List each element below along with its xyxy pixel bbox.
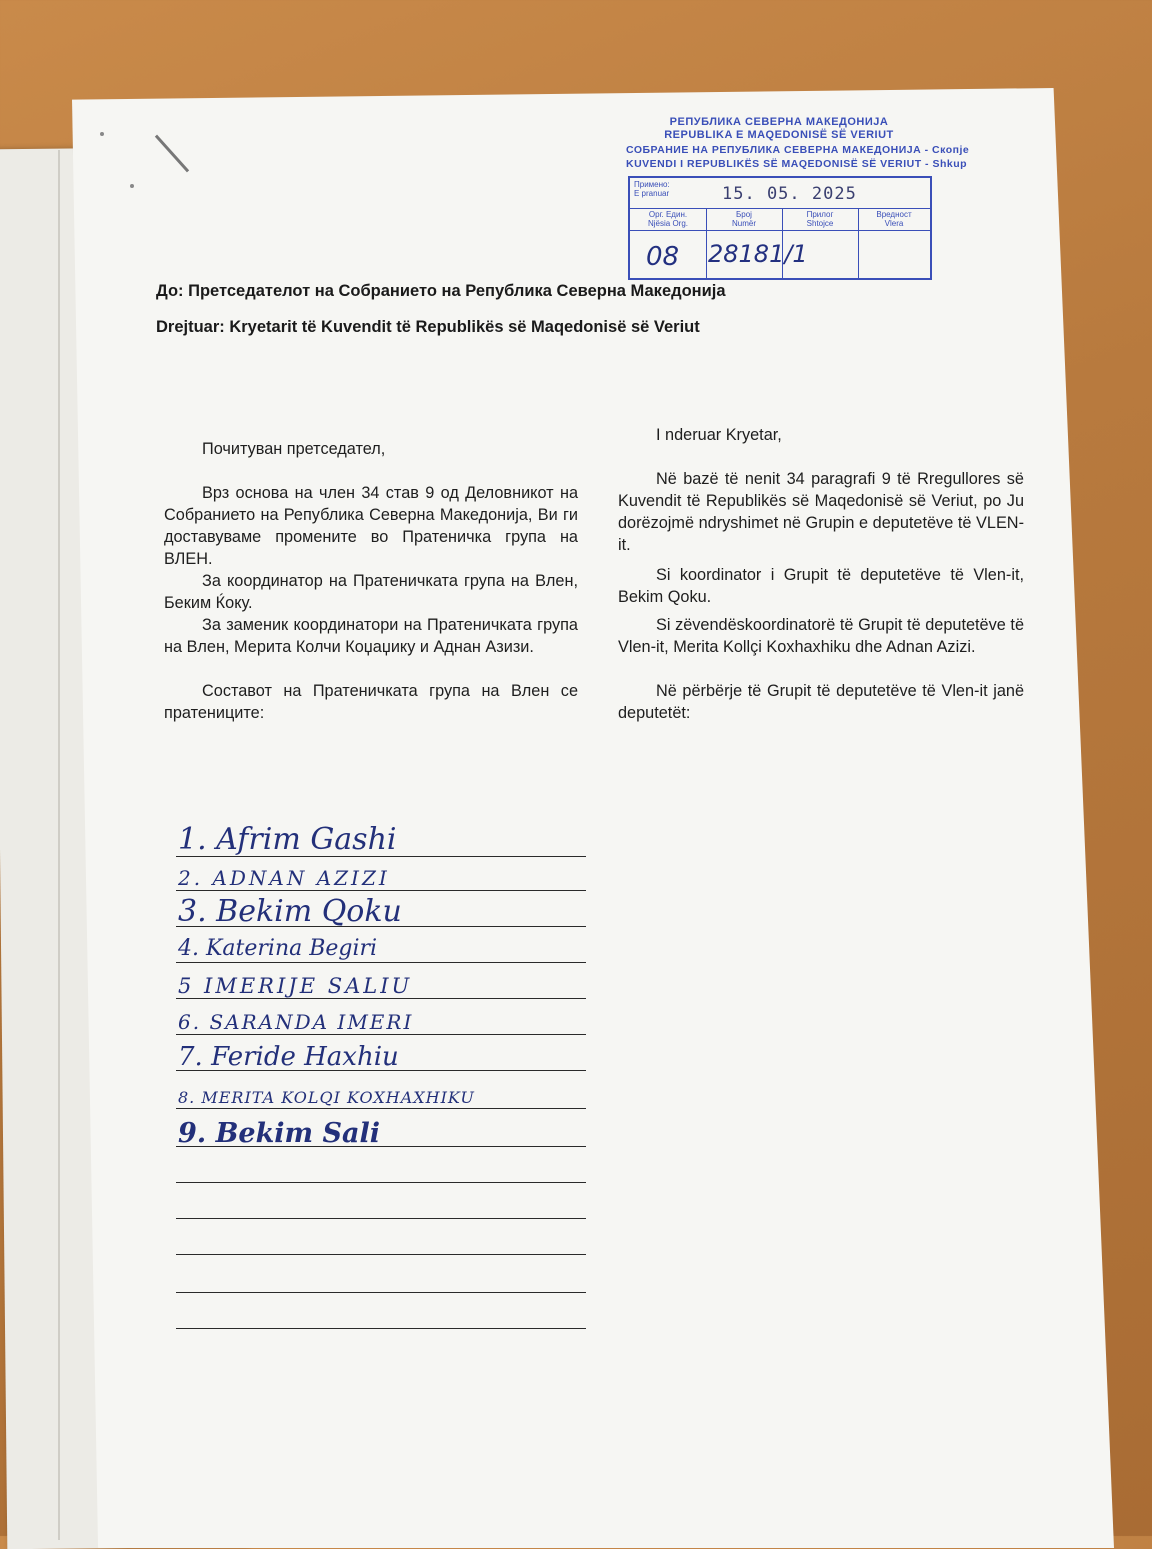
received-label-mk: Примено: xyxy=(634,180,670,189)
paragraph-2-sq: Si koordinator i Grupit të deputetëve të Vlen-it, Bekim Qoku. xyxy=(618,566,1024,606)
value-label-sq: Vlera xyxy=(884,219,904,228)
signature-line xyxy=(176,1292,586,1293)
signature-line xyxy=(176,962,586,963)
signature-line xyxy=(176,1254,586,1255)
stamp-line-4: KUVENDI I REPUBLIKËS SË MAQEDONISË SË VERIUT - Shkup xyxy=(626,158,968,170)
signature-line xyxy=(176,998,586,999)
handwritten-signature: 8. MERITA KOLQI KOXHAXHIKU xyxy=(178,1088,475,1107)
stamp-date: 15. 05. 2025 xyxy=(722,184,857,204)
stamp-line-3: СОБРАНИЕ НА РЕПУБЛИКА СЕВЕРНА МАКЕДОНИЈА - Скопје xyxy=(626,144,970,156)
stamp-date-row xyxy=(630,178,930,209)
signature-line xyxy=(176,1218,586,1219)
handwritten-signature: 6. SARANDA IMERI xyxy=(178,1010,414,1034)
paragraph-4-mk: Составот на Пратеничката група на Влен се пратениците: xyxy=(164,682,578,722)
stamp-line-2: REPUBLIKA E MAQEDONISË SË VERIUT xyxy=(664,129,894,141)
address-sq: Drejtuar: Kryetarit të Kuvendit të Republikës së Maqedonisë së Veriut xyxy=(156,318,700,336)
registration-stamp xyxy=(626,116,970,281)
sheet-fold xyxy=(58,150,60,1540)
left-column-mk xyxy=(164,438,578,724)
paragraph-3-mk: За заменик координатори на Пратеничката група на Влен, Мерита Колчи Коџаџику и Аднан Азизи. xyxy=(164,616,578,656)
signature-line xyxy=(176,1182,586,1183)
handwritten-signature: 5 IMERIJE SALIU xyxy=(178,974,413,998)
handwritten-signature: 9. Bekim Sali xyxy=(178,1118,381,1149)
stamp-box xyxy=(628,176,932,280)
signature-line xyxy=(176,1328,586,1329)
value-label-mk: Вредност xyxy=(876,210,912,219)
signature-list xyxy=(176,822,594,1336)
paragraph-2-mk: За координатор на Пратеничката група на Влен, Беким Ќоку. xyxy=(164,572,578,612)
greeting-mk: Почитуван претседател, xyxy=(202,440,386,458)
stamp-cell-value xyxy=(858,208,930,278)
paragraph-4-sq: Në përbërje të Grupit të deputetëve të Vlen-it janë deputetët: xyxy=(618,682,1024,722)
attachment-label-mk: Прилог xyxy=(806,210,834,219)
paragraph-3-sq: Si zëvendëskoordinatorë të Grupit të deputetëve të Vlen-it, Merita Kollçi Koxhaxhiku dhe Adnan Azizi. xyxy=(618,616,1024,656)
signature-line xyxy=(176,1108,586,1109)
handwritten-signature: 1. Afrim Gashi xyxy=(178,822,397,857)
handwritten-signature: 2. ADNAN AZIZI xyxy=(178,866,390,890)
stamp-line-1: РЕПУБЛИКА СЕВЕРНА МАКЕДОНИЈА xyxy=(669,116,889,128)
stamp-number: 28181/1 xyxy=(708,240,808,268)
org-label-sq: Njësia Org. xyxy=(647,219,688,228)
handwritten-signature: 3. Bekim Qoku xyxy=(178,894,402,929)
punch-mark xyxy=(100,132,104,136)
punch-mark xyxy=(130,184,134,188)
address-mk: До: Претседателот на Собранието на Република Северна Македонија xyxy=(156,282,726,300)
attachment-label-sq: Shtojce xyxy=(806,219,834,228)
org-label-mk: Орг. Един. xyxy=(648,210,688,219)
signature-line xyxy=(176,890,586,891)
paragraph-1-sq: Në bazë të nenit 34 paragrafi 9 të Rregullores së Kuvendit të Republikës së Maqedonisë së Veriut, po Ju dorëzojmë ndryshimet në Grupin e deputetëve të VLEN-it. xyxy=(618,470,1024,554)
number-label-sq: Numër xyxy=(731,219,756,228)
stamp-org-unit: 08 xyxy=(646,242,680,272)
handwritten-signature: 7. Feride Haxhiu xyxy=(178,1042,399,1072)
signature-line xyxy=(176,1034,586,1035)
number-label-mk: Број xyxy=(736,210,752,219)
received-label-sq: E pranuar xyxy=(634,189,670,198)
handwritten-signature: 4. Katerina Begiri xyxy=(178,936,378,961)
greeting-sq: I nderuar Kryetar, xyxy=(656,426,782,444)
stamp-received-label xyxy=(634,180,670,198)
paragraph-1-mk: Врз основа на член 34 став 9 од Деловникот на Собранието на Република Северна Македонија, Ви ги доставуваме промените во Пратеничка група на ВЛЕН. xyxy=(164,484,578,568)
right-column-sq xyxy=(618,424,1024,724)
